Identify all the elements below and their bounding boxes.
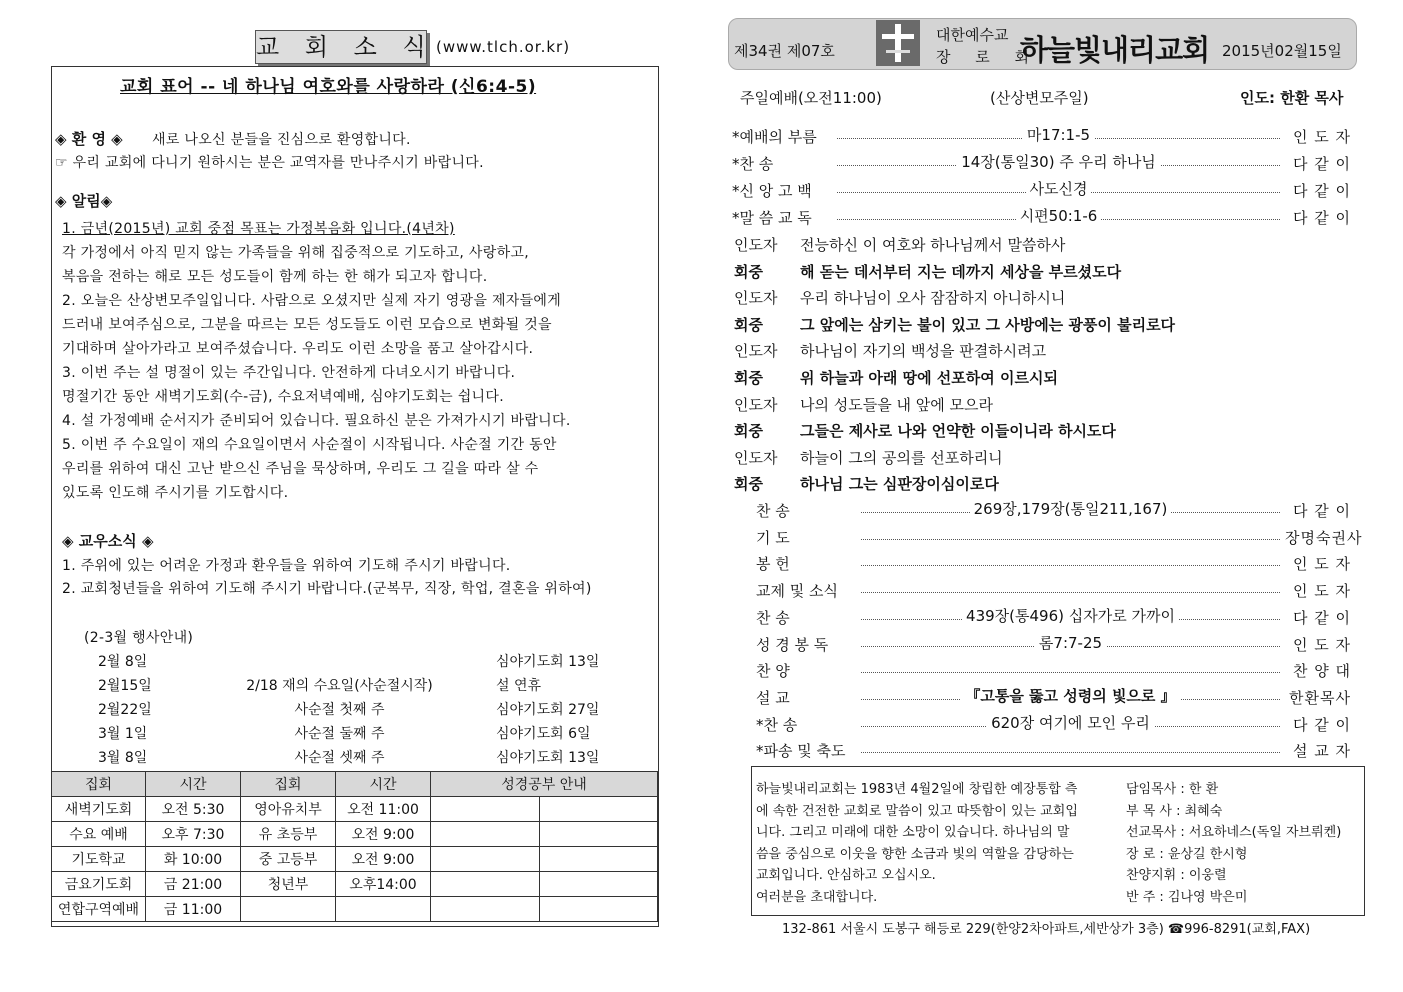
notice-line: 복음을 전하는 해로 모든 성도들이 함께 하는 한 해가 되고자 합니다. — [62, 269, 488, 285]
table-cell: 오전 5:30 — [146, 797, 241, 822]
table-row — [52, 872, 658, 897]
notice-heading: ◈ 알림◈ — [55, 192, 113, 210]
order-item: 성 경 봉 독 — [756, 635, 829, 654]
study-cell — [431, 847, 540, 872]
table-row — [52, 847, 658, 872]
table-row — [52, 897, 658, 922]
leader-dots — [861, 672, 1280, 673]
reading-speaker: 인도자 — [734, 342, 778, 361]
study-cell — [540, 897, 658, 922]
order-person: 인 도 자 — [1292, 555, 1351, 574]
table-cell: 연합구역예배 — [52, 897, 146, 922]
order-detail — [861, 685, 1280, 706]
reading-speaker: 인도자 — [734, 448, 778, 467]
event-title: 사순절 첫째 주 — [294, 702, 385, 718]
notice-line: 기대하며 살아가라고 보여주셨습니다. 우리도 이런 소망을 품고 살아갑시다. — [62, 341, 534, 357]
order-person: 다 같 이 — [1292, 155, 1351, 173]
order-detail — [861, 605, 1280, 626]
sunday-name: (산상변모주일) — [990, 89, 1089, 107]
order-detail — [837, 124, 1280, 145]
notice-line: 각 가정에서 아직 믿지 않는 가족들을 위해 집중적으로 기도하고, 사랑하고, — [62, 245, 529, 261]
reading-speaker: 인도자 — [734, 395, 778, 414]
table-header: 집회 — [241, 772, 336, 797]
order-item: 찬 송 — [756, 502, 790, 520]
reading-text: 그들은 제사로 나와 언약한 이들이니라 하시도다 — [800, 422, 1116, 441]
welcome-text: 새로 나오신 분들을 진심으로 환영합니다. — [152, 132, 411, 148]
table-cell: 새벽기도회 — [52, 797, 146, 822]
reading-speaker: 회중 — [734, 369, 763, 387]
staff-line: 반 주 : 김나영 박은미 — [1126, 889, 1248, 905]
intro-line: 씀을 중심으로 이웃을 향한 소금과 빛의 역할을 감당하는 — [756, 846, 1074, 862]
service-time: 주일예배(오전11:00) — [740, 89, 882, 107]
order-detail-text: 14장(통일30) 주 우리 하나님 — [957, 153, 1160, 171]
reading-text: 하늘이 그의 공의를 선포하리니 — [800, 448, 1003, 467]
staff-line: 선교목사 : 서요하네스(독일 자브뤼켄) — [1126, 825, 1342, 840]
members-item-2: 2. 교회청년들을 위하여 기도해 주시기 바랍니다.(군복무, 직장, 학업, 결혼을 위하여) — [62, 581, 592, 597]
order-item: *신 앙 고 백 — [732, 182, 812, 200]
order-item: 기 도 — [756, 528, 790, 547]
bulletin-date: 2015년02월15일 — [1222, 42, 1342, 60]
intro-line: 여러분을 초대합니다. — [756, 889, 878, 905]
notice-line: 3. 이번 주는 설 명절이 있는 주간입니다. 안전하게 다녀오시기 바랍니다. — [62, 365, 516, 381]
table-cell: 기도학교 — [52, 847, 146, 872]
order-detail — [861, 632, 1280, 653]
intro-line: 에 속한 건전한 교회로 말씀이 있고 따뜻함이 있는 교회입 — [756, 803, 1078, 819]
order-item: *말 씀 교 독 — [732, 209, 812, 227]
table-cell: 오전 9:00 — [336, 822, 431, 847]
order-detail — [861, 712, 1280, 733]
reading-text: 해 돋는 데서부터 지는 데까지 세상을 부르셨도다 — [800, 262, 1122, 281]
staff-line: 담임목사 : 한 환 — [1126, 782, 1219, 797]
study-cell — [431, 872, 540, 897]
table-row — [52, 797, 658, 822]
leader-dots — [861, 539, 1280, 540]
order-item: 교제 및 소식 — [756, 582, 838, 601]
table-cell: 금요기도회 — [52, 872, 146, 897]
table-header: 집회 — [52, 772, 146, 797]
event-date: 3월 1일 — [98, 726, 148, 742]
notice-line: 2. 오늘은 산상변모주일입니다. 사람으로 오셨지만 실제 자기 영광을 제자들에게 — [62, 293, 562, 309]
study-cell — [540, 822, 658, 847]
staff-line: 찬양지휘 : 이웅렬 — [1126, 868, 1227, 883]
event-date: 2월15일 — [98, 678, 152, 694]
reading-speaker: 회중 — [734, 475, 763, 494]
intro-line: 교회입니다. 안심하고 오십시오. — [756, 868, 936, 883]
order-person: 인 도 자 — [1292, 635, 1351, 654]
event-date: 2월22일 — [98, 702, 152, 718]
event-title: 사순절 둘째 주 — [294, 726, 385, 742]
church-address: 132-861 서울시 도봉구 해등로 229(한양2차아파트,세반상가 3층) ☎996-8291(교회,FAX) — [782, 922, 1311, 937]
reading-speaker: 인도자 — [734, 236, 778, 254]
table-cell: 유 초등부 — [241, 822, 336, 847]
church-motto: 교회 표어 -- 네 하나님 여호와를 사랑하라 (신6:4-5) — [120, 77, 537, 97]
table-cell: 오후14:00 — [336, 872, 431, 897]
order-item: *파송 및 축도 — [756, 742, 846, 761]
order-detail-text: 439장(통496) 십자가로 가까이 — [962, 607, 1179, 625]
reading-speaker: 회중 — [734, 315, 763, 334]
event-note: 심야기도회 13일 — [496, 654, 600, 670]
event-title: 2/18 재의 수요일(사순절시작) — [246, 678, 433, 694]
notice-line: 드러내 보여주심으로, 그분을 따르는 모든 성도들도 이런 모습으로 변화될 것을 — [62, 317, 552, 333]
order-detail-text: 620장 여기에 모인 우리 — [987, 714, 1154, 732]
table-cell: 오전 9:00 — [336, 847, 431, 872]
table-cell: 청년부 — [241, 872, 336, 897]
order-person: 설 교 자 — [1292, 742, 1351, 761]
order-item: 설 교 — [756, 688, 790, 707]
reading-text: 하나님 그는 심판장이심이로다 — [800, 475, 999, 494]
website: (www.tlch.or.kr) — [436, 38, 571, 56]
reading-text: 하나님이 자기의 백성을 판결하시려고 — [800, 342, 1047, 361]
study-cell — [540, 797, 658, 822]
table-cell — [336, 897, 431, 922]
table-header: 시간 — [336, 772, 431, 797]
order-item: *찬 송 — [732, 155, 774, 173]
leader-dots — [861, 592, 1280, 593]
reading-text: 위 하늘과 아래 땅에 선포하여 이르시되 — [800, 369, 1058, 387]
volume-number: 제34권 제07호 — [734, 42, 835, 60]
study-cell — [540, 847, 658, 872]
reading-text: 전능하신 이 여호와 하나님께서 말씀하사 — [800, 236, 1066, 254]
order-person: 다 같 이 — [1292, 715, 1351, 734]
order-item: *찬 송 — [756, 715, 798, 734]
notice-line: 명절기간 동안 새벽기도회(수-금), 수요저녁예배, 심야기도회는 쉽니다. — [62, 389, 504, 405]
notice-line: 5. 이번 주 수요일이 재의 수요일이면서 사순절이 시작됩니다. 사순절 기간 동안 — [62, 437, 557, 453]
news-title: 교 회 소 식 — [255, 30, 427, 64]
event-note: 심야기도회 27일 — [496, 702, 600, 718]
order-detail-text: 『고통을 뚫고 성령의 빛으로 』 — [961, 687, 1179, 705]
event-note: 심야기도회 6일 — [496, 726, 591, 742]
welcome-text-2: ☞ 우리 교회에 다니기 원하시는 분은 교역자를 만나주시기 바랍니다. — [55, 155, 484, 171]
table-cell: 수요 예배 — [52, 822, 146, 847]
church-logo — [876, 20, 920, 66]
reading-text: 그 앞에는 삼키는 불이 있고 그 사방에는 광풍이 불리로다 — [800, 315, 1176, 334]
church-name: 하늘빛내리교회 — [1020, 33, 1210, 67]
order-item: 봉 헌 — [756, 555, 790, 574]
reading-speaker: 인도자 — [734, 289, 778, 308]
event-note: 설 연휴 — [496, 678, 542, 694]
events-heading: (2-3월 행사안내) — [84, 630, 194, 646]
staff-line: 장 로 : 윤상길 한시형 — [1126, 846, 1248, 862]
table-cell: 영아유치부 — [241, 797, 336, 822]
order-detail-text: 사도신경 — [1026, 180, 1092, 198]
order-detail-text: 269장,179장(통일211,167) — [970, 500, 1172, 518]
event-date: 2월 8일 — [98, 654, 148, 670]
members-item-1: 1. 주위에 있는 어려운 가정과 환우들을 위하여 기도해 주시기 바랍니다. — [62, 558, 511, 574]
notice-line: 있도록 인도해 주시기를 기도합시다. — [62, 485, 289, 501]
table-cell: 화 10:00 — [146, 847, 241, 872]
event-note: 심야기도회 13일 — [496, 750, 600, 766]
service-leader: 인도: 한환 목사 — [1240, 89, 1344, 107]
order-detail — [837, 205, 1280, 226]
table-cell: 금 11:00 — [146, 897, 241, 922]
table-cell: 오후 7:30 — [146, 822, 241, 847]
intro-line: 하늘빛내리교회는 1983년 4월2일에 창립한 예장통합 측 — [756, 782, 1078, 797]
order-person: 다 같 이 — [1292, 182, 1351, 200]
order-person: 다 같 이 — [1292, 608, 1351, 627]
table-row — [52, 822, 658, 847]
reading-text: 우리 하나님이 오사 잠잠하지 아니하시니 — [800, 289, 1066, 308]
schedule-table — [51, 771, 658, 922]
table-header: 성경공부 안내 — [431, 772, 658, 797]
event-date: 3월 8일 — [98, 750, 148, 766]
order-detail — [837, 178, 1280, 199]
order-person: 인 도 자 — [1292, 128, 1351, 146]
staff-line: 부 목 사 : 최혜숙 — [1126, 803, 1223, 819]
reading-text: 나의 성도들을 내 앞에 모으라 — [800, 395, 993, 414]
study-cell — [431, 897, 540, 922]
order-item: 찬 송 — [756, 608, 790, 627]
denomination-2: 장 로 회 — [936, 48, 1040, 66]
intro-line: 니다. 그리고 미래에 대한 소망이 있습니다. 하나님의 말 — [756, 825, 1070, 840]
reading-speaker: 회중 — [734, 422, 763, 441]
order-person: 다 같 이 — [1292, 502, 1351, 520]
notice-line: 1. 금년(2015년) 교회 중점 목표는 가정복음화 입니다.(4년차) — [62, 221, 455, 237]
leader-dots — [861, 752, 1280, 753]
notice-line: 4. 설 가정예배 순서지가 준비되어 있습니다. 필요하신 분은 가져가시기 바랍니다. — [62, 413, 571, 429]
study-cell — [431, 797, 540, 822]
table-header: 시간 — [146, 772, 241, 797]
denomination: 대한예수교 — [936, 26, 1009, 44]
order-person: 찬 양 대 — [1292, 662, 1351, 681]
order-detail — [861, 498, 1280, 519]
order-detail-text: 마17:1-5 — [1023, 126, 1094, 144]
study-cell — [540, 872, 658, 897]
reading-speaker: 회중 — [734, 262, 763, 281]
welcome-heading: ◈ 환 영 ◈ — [55, 130, 123, 148]
table-cell: 중 고등부 — [241, 847, 336, 872]
table-cell — [241, 897, 336, 922]
order-item: 찬 양 — [756, 662, 790, 681]
order-person: 다 같 이 — [1292, 209, 1351, 227]
leader-dots — [861, 565, 1280, 566]
order-person: 장명숙권사 — [1285, 528, 1363, 547]
table-cell: 금 21:00 — [146, 872, 241, 897]
order-person: 한환목사 — [1289, 688, 1351, 707]
order-detail-text: 롬7:7-25 — [1035, 634, 1106, 652]
event-title: 사순절 셋째 주 — [294, 750, 385, 766]
members-heading: ◈ 교우소식 ◈ — [62, 532, 154, 550]
study-cell — [431, 822, 540, 847]
table-cell: 오전 11:00 — [336, 797, 431, 822]
order-detail — [837, 151, 1280, 172]
order-detail-text: 시편50:1-6 — [1016, 207, 1102, 225]
order-item: *예배의 부름 — [732, 128, 817, 146]
order-person: 인 도 자 — [1292, 582, 1351, 601]
notice-line: 우리를 위하여 대신 고난 받으신 주님을 묵상하며, 우리도 그 길을 따라 살 수 — [62, 461, 539, 477]
